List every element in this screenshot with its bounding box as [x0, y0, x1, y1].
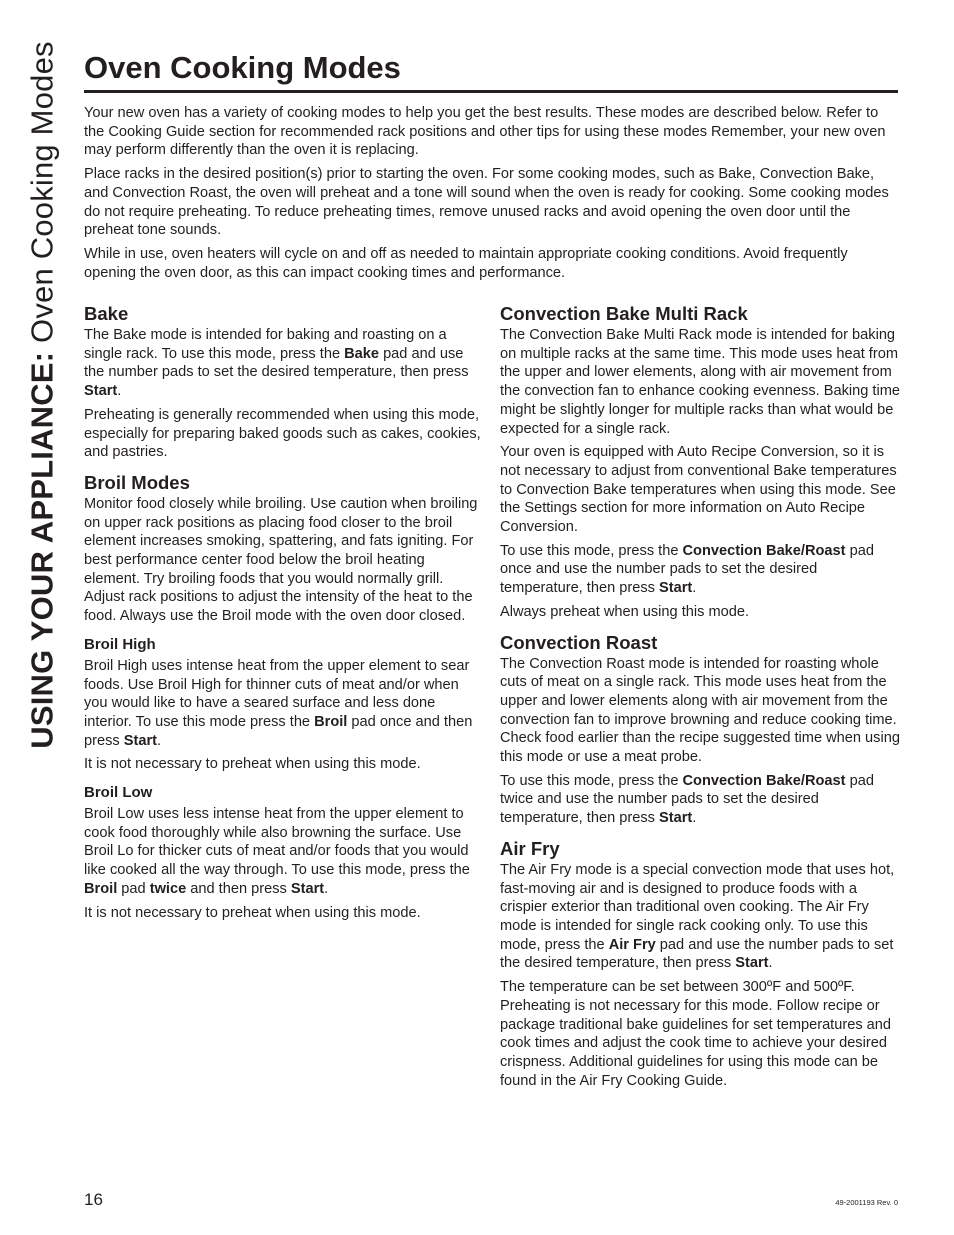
- start-pad-label: Start: [123, 732, 157, 749]
- text-run: To use this mode, press the: [500, 542, 683, 559]
- convection-bake-paragraph-3: [500, 542, 900, 598]
- section-tab-prefix: USING YOUR APPLIANCE:: [24, 351, 60, 749]
- start-pad-label: Start: [659, 810, 693, 827]
- text-run: Broil High uses intense heat from the upper element to sear foods. Use Broil High for thinner cuts of meat and/or when you would like to have a seared surface and less done interior. To use this mode press the: [84, 657, 470, 730]
- intro-section: [84, 104, 898, 287]
- document-number: 49-2001193 Rev. 0: [835, 1198, 898, 1207]
- convection-pad-label: Convection Bake/Roast: [682, 772, 846, 789]
- convection-roast-paragraph-1: The Convection Roast mode is intended for roasting whole cuts of meat on a single rack. This mode uses heat from the upper and lower elements along with air movement from the convection fan to improve browning and reduce cooking time. Check food earlier than the recipe suggested time when using this mode or use a meat probe.: [500, 655, 900, 766]
- start-pad-label: Start: [659, 580, 693, 597]
- text-run: .: [117, 383, 122, 400]
- bake-pad-label: Bake: [344, 345, 380, 362]
- text-run: .: [157, 732, 162, 749]
- broil-pad-label: Broil: [84, 880, 118, 897]
- bake-paragraph-2: Preheating is generally recommended when using this mode, especially for preparing baked goods such as cakes, cookies, and pastries.: [84, 406, 481, 461]
- title-divider: [84, 90, 898, 93]
- broil-low-heading: Broil Low: [84, 784, 153, 802]
- convection-bake-multi-rack-heading: Convection Bake Multi Rack: [500, 303, 748, 324]
- air-fry-pad-label: Air Fry: [608, 936, 656, 953]
- text-run: .: [692, 580, 697, 597]
- text-run: .: [768, 955, 773, 972]
- convection-bake-paragraph-4: Always preheat when using this mode.: [500, 603, 750, 620]
- text-run: pad and use the number pads to set the desired temperature, then press: [84, 345, 469, 381]
- text-run: The Air Fry mode is a special convection mode that uses hot, fast-moving air and is designed to produce foods with a crispier exterior than traditional oven cooking. The Air Fry mode is intended for single rack cooking only. To use this mode, press the: [500, 861, 895, 953]
- bake-paragraph-1: [84, 326, 484, 401]
- broil-high-paragraph-1: [84, 657, 484, 751]
- broil-modes-heading: Broil Modes: [84, 471, 190, 493]
- start-pad-label: Start: [84, 383, 118, 400]
- text-run: .: [692, 810, 697, 827]
- convection-roast-heading: Convection Roast: [500, 631, 658, 653]
- broil-pad-label: Broil: [314, 713, 348, 730]
- air-fry-paragraph-2: The temperature can be set between 300ºF and 500ºF. Preheating is not necessary for this mode. Follow recipe or package traditional bake guidelines for set temperatures and cook times and adjust the cook time to achieve your desired crispness. Additional guidelines for using this mode can be found in the Air Fry Cooking Guide.: [500, 979, 892, 1089]
- intro-paragraph-2: Place racks in the desired position(s) prior to starting the oven. For some cooking modes, such as Bake, Convection Bake, and Convection Roast, the oven will preheat and a tone will sound when the oven is ready for cooking. Some cooking modes do not require preheating. To reduce preheating times, remove unused racks and avoid opening the oven door until the preheat tone sounds.: [84, 166, 889, 239]
- intro-paragraph-1: Your new oven has a variety of cooking modes to help you get the best results. These modes are described below. Refer to the Cooking Guide section for recommended rack positions and other tips for using these modes Remember, your new oven may perform differently than the oven it is replacing.: [84, 105, 886, 159]
- broil-low-paragraph-2: It is not necessary to preheat when using this mode.: [84, 904, 421, 921]
- left-column: [84, 302, 484, 927]
- text-run: pad and use the number pads to set the desired temperature, then press: [500, 936, 894, 972]
- convection-pad-label: Convection Bake/Roast: [682, 542, 846, 559]
- bake-heading: Bake: [84, 303, 129, 324]
- section-side-tab: [18, 41, 66, 749]
- convection-roast-paragraph-2: [500, 772, 900, 828]
- broil-modes-paragraph: Monitor food closely while broiling. Use caution when broiling on upper rack positions as placing food closer to the broil element increases smoking, spattering, and fats igniting. For best performance center food below the broil heating element. Try broiling foods that you would normally grill. Adjust rack positions to adjust the intensity of the heat to the food. Always use the Broil mode with the oven door closed.: [84, 495, 478, 625]
- text-run: The Bake mode is intended for baking and roasting on a single rack. To use this mode, press the: [84, 327, 447, 362]
- text-run: pad once and use the number pads to set the desired temperature, then press: [500, 542, 874, 597]
- section-tab-suffix: Oven Cooking Modes: [24, 41, 60, 343]
- broil-high-paragraph-2: It is not necessary to preheat when using this mode.: [84, 756, 421, 773]
- air-fry-paragraph-1: [500, 861, 900, 973]
- twice-emphasis: twice: [149, 880, 187, 897]
- page-number: 16: [84, 1190, 103, 1209]
- intro-paragraph-3: While in use, oven heaters will cycle on and off as needed to maintain appropriate cooking conditions. Avoid frequently opening the oven door, as this can impact cooking times and performance.: [84, 245, 848, 281]
- right-column: [500, 302, 900, 1095]
- text-run: To use this mode, press the: [500, 772, 683, 789]
- text-run: and then press: [186, 880, 291, 897]
- text-run: pad once and then press: [84, 713, 473, 749]
- air-fry-heading: Air Fry: [500, 837, 560, 859]
- page-title: Oven Cooking Modes: [84, 50, 401, 85]
- start-pad-label: Start: [290, 880, 325, 897]
- text-run: .: [324, 880, 329, 897]
- convection-bake-paragraph-2: Your oven is equipped with Auto Recipe Conversion, so it is not necessary to adjust from conventional Bake temperatures to Convection Bake temperatures when using this mode. See the Settings section for more information on Auto Recipe Conversion.: [500, 444, 897, 536]
- broil-high-heading: Broil High: [84, 635, 156, 653]
- text-run: pad twice and use the number pads to set the desired temperature, then press: [500, 772, 874, 827]
- convection-bake-paragraph-1: The Convection Bake Multi Rack mode is intended for baking on multiple racks at the same time. This mode uses heat from the upper and lower elements, along with air movement from the convection fan to enhance cooking evenness. Baking time might be slightly longer for multiple racks than what would be expected for a single rack.: [500, 327, 900, 437]
- broil-low-paragraph-1: [84, 805, 484, 899]
- text-run: Broil Low uses less intense heat from the upper element to cook food thoroughly while also browning the surface. Use Broil Lo for thicker cuts of meat and/or foods that you would like cooked all the way through. To use this mode, press the: [84, 806, 470, 879]
- start-pad-label: Start: [735, 955, 769, 972]
- section-tab-label: [24, 41, 60, 749]
- text-run: pad: [117, 880, 150, 897]
